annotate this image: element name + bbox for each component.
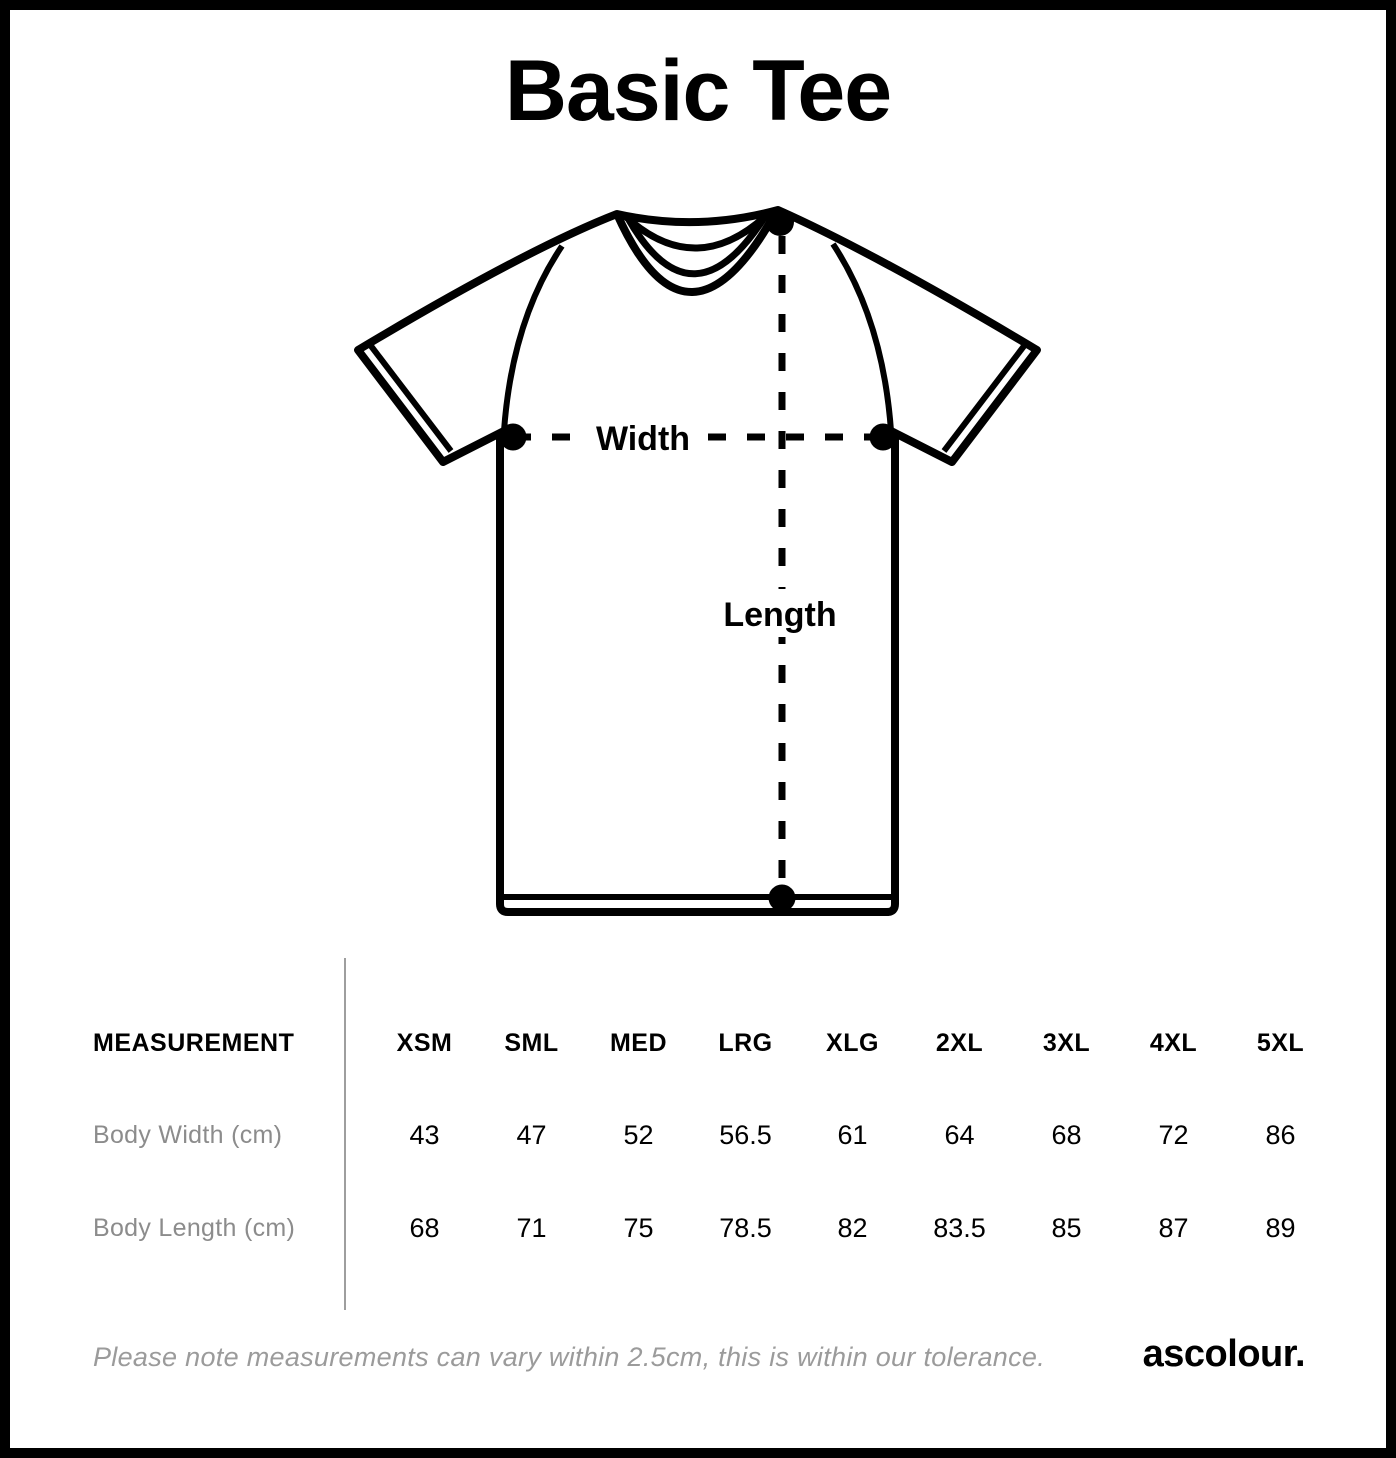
size-column-header: MED <box>609 1028 668 1057</box>
measurement-header: MEASUREMENT <box>93 1028 295 1057</box>
size-value-cell: 83.5 <box>933 1212 986 1243</box>
size-value-cell: 52 <box>623 1119 654 1150</box>
hem-bottom-dot <box>769 885 796 912</box>
size-value-cell: 72 <box>1158 1119 1189 1150</box>
size-column-header: 5XL <box>1256 1028 1305 1057</box>
size-value-cell: 85 <box>1051 1212 1082 1243</box>
size-value-cell: 64 <box>944 1119 975 1150</box>
length-label: Length <box>723 596 837 634</box>
shoulder-neck-dot <box>766 208 794 236</box>
size-value-cell: 78.5 <box>719 1212 772 1243</box>
body-width-row <box>0 1112 1334 1158</box>
ascolour-logo: ascolour. <box>1142 1333 1305 1375</box>
size-column-header: LRG <box>718 1028 773 1057</box>
tolerance-note: Please note measurements can vary within 2.5cm, this is within our tolerance. <box>93 1342 1046 1372</box>
row-label-body-width: Body Width (cm) <box>93 1120 283 1149</box>
size-column-header: 2XL <box>935 1028 984 1057</box>
right-armpit-dot <box>870 424 897 451</box>
page-title: Basic Tee <box>504 43 892 139</box>
size-value-cell: 71 <box>516 1212 547 1243</box>
size-value-cell: 68 <box>409 1212 440 1243</box>
size-value-cell: 82 <box>837 1212 868 1243</box>
size-value-cell: 43 <box>409 1119 440 1150</box>
size-column-header: 4XL <box>1149 1028 1198 1057</box>
size-column-header: 3XL <box>1042 1028 1091 1057</box>
size-value-cell: 87 <box>1158 1212 1189 1243</box>
width-label: Width <box>595 420 691 458</box>
size-table-header-row <box>0 1020 1334 1066</box>
size-value-cell: 75 <box>623 1212 654 1243</box>
size-value-cell: 61 <box>837 1119 868 1150</box>
size-column-header: SML <box>504 1028 559 1057</box>
tshirt-measurement-diagram <box>0 180 1396 940</box>
size-value-cell: 56.5 <box>719 1119 772 1150</box>
row-label-body-length: Body Length (cm) <box>93 1213 296 1242</box>
size-column-header: XLG <box>826 1028 879 1057</box>
size-value-cell: 86 <box>1265 1119 1296 1150</box>
left-armpit-dot <box>500 424 527 451</box>
size-value-cell: 89 <box>1265 1212 1296 1243</box>
tshirt-outline <box>358 210 1037 912</box>
size-value-cell: 68 <box>1051 1119 1082 1150</box>
size-column-header: XSM <box>396 1028 453 1057</box>
size-value-cell: 47 <box>516 1119 547 1150</box>
body-length-row <box>0 1205 1334 1251</box>
